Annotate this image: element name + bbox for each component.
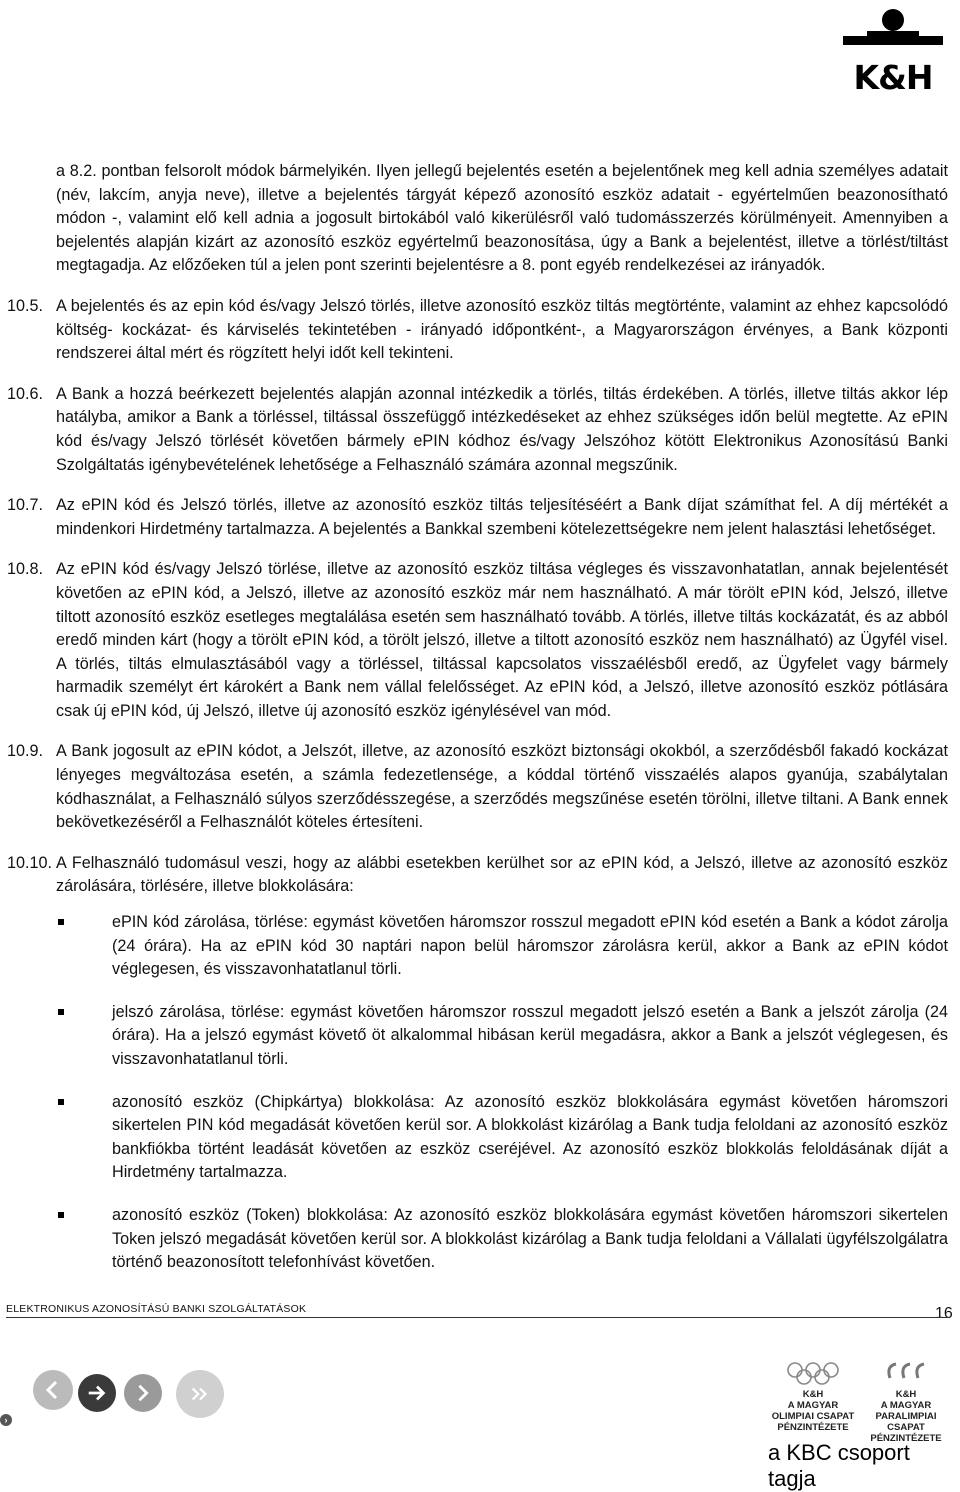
next-button[interactable] <box>78 1374 116 1412</box>
footer-title: ELEKTRONIKUS AZONOSÍTÁSÚ BANKI SZOLGÁLTATÁSOK <box>6 1303 307 1315</box>
first-page-button[interactable]: › <box>0 1414 12 1426</box>
square-bullet-icon <box>58 919 64 925</box>
section-text: A Bank a hozzá beérkezett bejelentés alapján azonnal intézkedik a törlés, tiltás érdekében. A törlés, illetve tiltás akkor lép hatályba, amikor a Bank a törléssel, tiltással összefüggő intézkedéseket az ehhez szükséges időn belül megtette. Az ePIN kód és/vagy Jelszó törlését követően bármely ePIN kódhoz és/vagy Jelszóhoz kötött Elektronikus Azonosítású Banki Szolgáltatás igénybevételének lehetősége a Felhasználó számára azonnal megszűnik. <box>56 384 948 474</box>
section-10-8 <box>7 558 948 723</box>
list-item: ePIN kód zárolása, törlése: egymást követően háromszor rosszul megadott ePIN kód esetén a Bank a kódot zárolja (24 órára). Ha az ePIN kód 30 naptári napon belül háromszor zárolásra kerül, akkor a Bank az ePIN kódot véglegesen, és visszavonhatatlanul törli. <box>56 911 948 982</box>
paralympic-sponsor-logo: K&H A MAGYAR PARALIMPIAI CSAPAT PÉNZINTÉZETE <box>858 1360 954 1444</box>
intro-paragraph: a 8.2. pontban felsorolt módok bármelyikén. Ilyen jellegű bejelentés esetén a bejelentőnek meg kell adnia személyes adatait (név, lakcím, anyja neve), illetve a bejelentés tárgyát képező azonosító eszköz adatait - egyértelműen beazonosítható módon -, valamint elő kell adnia a jogosult birtokából való kikerülésről való tudomásszerzés körülményeit. Amennyiben a bejelentés alapján kizárt az azonosító eszköz egyértelmű beazonosítása, úgy a Bank a bejelentést, illetve a törlést/tiltást megtagadja. Az előzőeken túl a jelen pont szerinti bejelentésre a 8. pont egyéb rendelkezései az irányadók. <box>56 162 948 275</box>
square-bullet-icon <box>58 1009 64 1015</box>
double-chevron-right-icon <box>189 1383 211 1405</box>
section-10-6 <box>7 383 948 477</box>
list-item: jelszó zárolása, törlése: egymást követően háromszor rosszul megadott jelszó esetén a Bank a jelszót zárolja (24 órára). Ha a jelszó egymást követő öt alkalommal hibásan kerül megadásra, akkor a Bank a jelszót véglegesen, és visszavonhatatlanul törli. <box>56 1001 948 1072</box>
chevron-right-icon <box>132 1382 154 1404</box>
forward-button[interactable] <box>124 1374 162 1412</box>
olympic-sponsor-logo: K&H A MAGYAR OLIMPIAI CSAPAT PÉNZINTÉZETE <box>768 1360 858 1433</box>
arrow-left-icon <box>41 1378 65 1402</box>
kbc-tagline: a KBC csoport tagja <box>768 1440 910 1491</box>
section-text: A bejelentés és az epin kód és/vagy Jelszó törlés, illetve azonosító eszköz tiltás megtörténte, valamint az ehhez kapcsolódó költség- kockázat- és kárviselés tekintetében - irányadó időpontként-, a Magyarországon érvényes, a Bank központi rendszerei által mért és rögzített helyi időt kell tekinteni. <box>56 296 948 363</box>
section-text: A Felhasználó tudomásul veszi, hogy az alábbi esetekben kerülhet sor az ePIN kód, a Jelszó, illetve az azonosító eszköz zárolására, törlésére, illetve blokkolására: <box>56 853 948 896</box>
section-number: 10.10. <box>7 853 53 872</box>
page-navigation <box>0 1370 240 1430</box>
bullet-list <box>56 911 948 1275</box>
section-number: 10.7. <box>7 496 44 515</box>
olympic-rings-icon <box>783 1360 843 1386</box>
footer-divider <box>6 1317 950 1318</box>
kh-logo <box>837 6 949 97</box>
list-item: azonosító eszköz (Token) blokkolása: Az azonosító eszköz blokkolására egymást követően háromszori sikertelen Token jelszó megadását követően kerül sor. A blokkolást kizárólag a Bank tudja feloldani a Vállalati ügyfélszolgálatra történő beazonosított telefonhívást követően. <box>56 1204 948 1275</box>
arrow-right-icon <box>86 1382 108 1404</box>
section-number: 10.9. <box>7 742 44 761</box>
document-body <box>7 160 948 1294</box>
section-text: Az ePIN kód és/vagy Jelszó törlése, illetve az azonosító eszköz tiltása végleges és visszavonhatatlan, annak bejelentését követően az ePIN kód, a Jelszó, illetve az azonosító eszköz már nem használható. A már törölt ePIN kód, Jelszó, illetve tiltott azonosító eszköz esetleges megtalálása esetén sem használható tovább. A törlés, illetve tiltás kockázatát, és az abból eredő minden kárt (hogy a törölt ePIN kód, a törölt jelszó, illetve a tiltott azonosító eszköz nem használható) az Ügyfél visel. A törlés, tiltás elmulasztásából vagy a törléssel, tiltással kapcsolatos visszaélésből eredő, az Ügyfelet vagy bármely harmadik személyt ért károkért a Bank nem vállal felelősséget. Az ePIN kód, a Jelszó, illetve azonosító eszköz pótlására csak új ePIN kód, új Jelszó, illetve új azonosító eszköz igénylésével van mód. <box>56 560 948 720</box>
section-number: 10.5. <box>7 296 44 315</box>
section-10-9 <box>7 740 948 834</box>
section-number: 10.8. <box>7 560 44 579</box>
back-button[interactable] <box>33 1370 73 1410</box>
section-text: Az ePIN kód és Jelszó törlés, illetve az azonosító eszköz tiltás teljesítéséért a Bank díjat számíthat fel. A díj mértékét a mindenkori Hirdetmény tartalmazza. A bejelentés a Bankkal szembeni kötelezettségekre nem jelent halasztási lehetőséget. <box>56 496 948 538</box>
kh-logo-mark-icon <box>837 6 949 62</box>
square-bullet-icon <box>58 1212 64 1218</box>
section-10-7 <box>7 494 948 541</box>
page-number: 16 <box>935 1305 953 1322</box>
section-text: A Bank jogosult az ePIN kódot, a Jelszót, illetve, az azonosító eszközt biztonsági okokból, a szerződésből fakadó kockázat lényeges megváltozása esetén, a számla fedezetlensége, a kóddal történő visszaélés alapos gyanúja, szabálytalan kódhasználat, a Felhasználó súlyos szerződésszegése, a szerződés megszűnése esetén törölni, illetve tiltani. A Bank ennek bekövetkezéséről a Felhasználót köteles értesíteni. <box>56 742 948 832</box>
square-bullet-icon <box>58 1099 64 1105</box>
paralympic-agitos-icon <box>876 1360 936 1386</box>
section-number: 10.6. <box>7 384 44 403</box>
section-10-10 <box>7 852 948 1275</box>
logo-text: K&H <box>853 58 933 97</box>
last-page-button[interactable] <box>176 1370 224 1418</box>
list-item: azonosító eszköz (Chipkártya) blokkolása: Az azonosító eszköz blokkolására egymást követően háromszori sikertelen PIN kód megadását követően kerül sor. A blokkolást kizárólag a Bank tudja feloldani az azonosító eszköz bankfiókba történt leadását követően az eszköz cseréjével. Az azonosító eszköz blokkolás feloldásának díját a Hirdetmény tartalmazza. <box>56 1091 948 1185</box>
section-10-5 <box>7 295 948 366</box>
